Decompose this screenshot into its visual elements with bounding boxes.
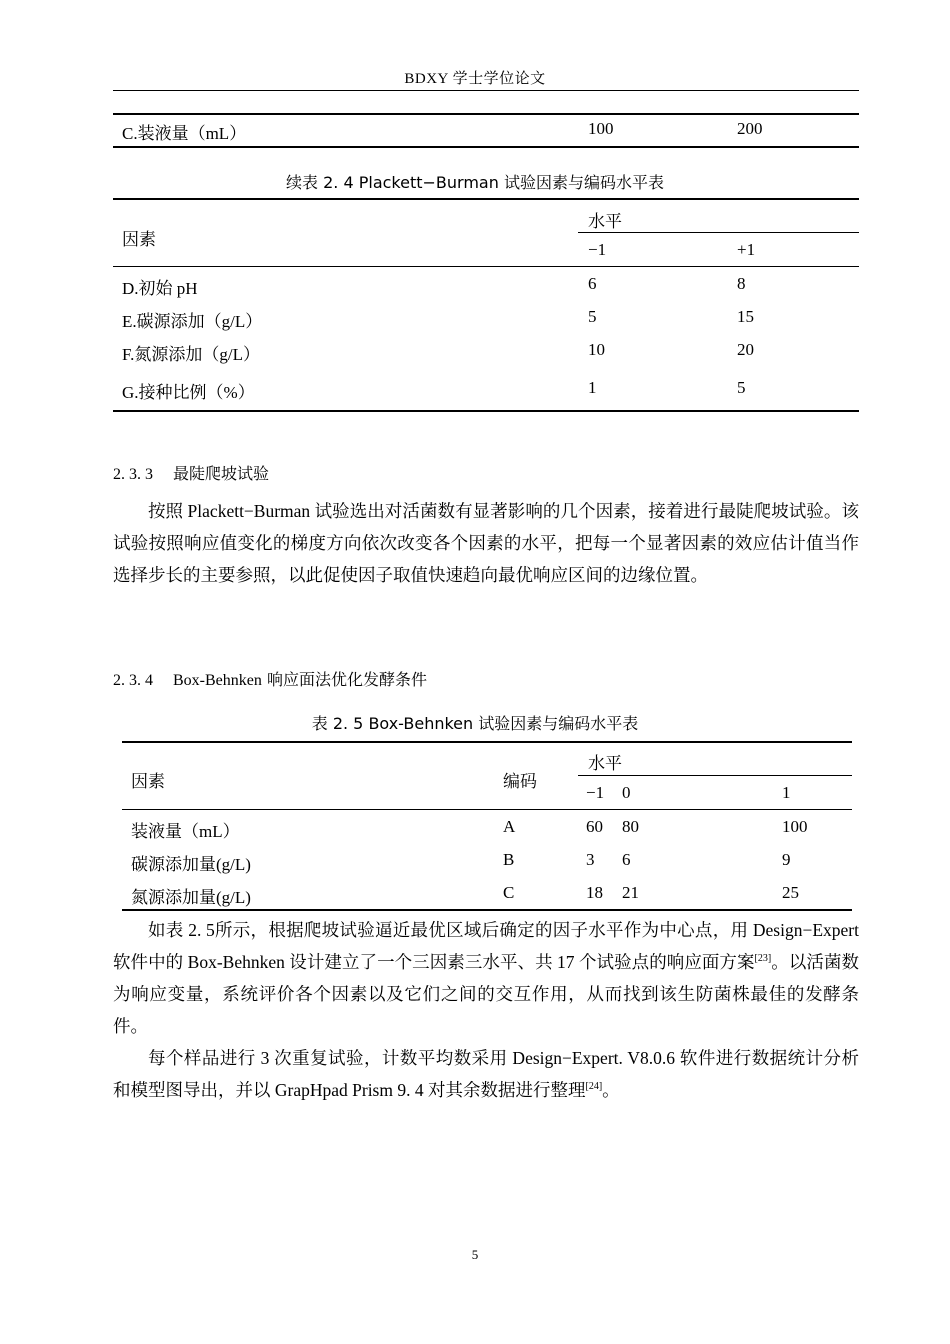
table24-prev-bottom-rule — [113, 146, 859, 148]
paragraph-statistics — [113, 1042, 859, 1106]
table25-col-level: 水平 — [588, 754, 622, 773]
table25-row-minus1: 3 — [586, 850, 595, 869]
table24-row-high: 8 — [737, 274, 746, 293]
table24-row-factor: D.初始 pH — [122, 279, 198, 298]
paragraph-rsm-design — [113, 914, 859, 1042]
table24-row-factor: F.氮源添加（g/L） — [122, 345, 260, 364]
table25-row-factor: 碳源添加量(g/L) — [131, 855, 251, 874]
paragraph-text: 。 — [602, 1080, 620, 1100]
table24-row-low: 6 — [588, 274, 597, 293]
paragraph-text: 每个样品进行 3 次重复试验，计数平均数采用 Design−Expert. V8.0.6 软件进行数据统计分析和模型图导出，并以 GrapHpad Prism 9. 4 对其余数据进行整理 — [113, 1048, 859, 1100]
table24-col-level: 水平 — [588, 212, 622, 231]
table25-row-code: A — [503, 817, 516, 836]
table25-col-plus1: 1 — [782, 783, 791, 802]
table24-row-factor: G.接种比例（%） — [122, 383, 255, 402]
table24-col-factor: 因素 — [122, 230, 156, 249]
table24-row-high: 20 — [737, 340, 754, 359]
paragraph-text: 。以活菌数为响应变量，系统评价各个因素以及它们之间的交互作用，从而找到该生防菌株最佳的发酵条件。 — [113, 952, 859, 1036]
table24-row-factor: E.碳源添加（g/L） — [122, 312, 263, 331]
section-title: 最陡爬坡试验 — [173, 464, 270, 483]
section-233-heading — [113, 461, 269, 484]
table25-row-plus1: 100 — [782, 817, 808, 836]
section-234-heading — [113, 667, 427, 690]
page-header-title: BDXY 学士学位论文 — [404, 71, 546, 87]
table25-caption: 表 2. 5 Box-Behnken 试验因素与编码水平表 — [311, 714, 639, 733]
table24-header-bottom-rule — [113, 266, 859, 267]
table25-row-plus1: 25 — [782, 883, 799, 902]
table24-row-low: 1 — [588, 378, 597, 397]
table24-col-low: −1 — [588, 240, 607, 259]
table25-header-bottom-rule — [122, 809, 852, 810]
table25-row-zero: 80 — [622, 817, 639, 836]
table25-col-factor: 因素 — [131, 772, 165, 791]
citation-ref: [23] — [754, 953, 772, 965]
table24-row-low: 10 — [588, 340, 605, 359]
table25-row-zero: 21 — [622, 883, 639, 902]
paragraph-text: 如表 2. 5所示，根据爬坡试验逼近最优区域后确定的因子水平作为中心点，用 Design−Expert 软件中的 Box-Behnken 设计建立了一个三因素三水平、共 17 个试验点的响应面方案 — [113, 920, 859, 972]
table25-top-rule — [122, 741, 852, 743]
table24-prev-factor: C.装液量（mL） — [122, 124, 247, 143]
table25-row-factor: 氮源添加量(g/L) — [131, 888, 251, 907]
table24-header-top-rule — [113, 198, 859, 200]
table25-row-factor: 装液量（mL） — [131, 822, 240, 841]
table25-row-code: B — [503, 850, 515, 869]
table24-level-rule — [578, 232, 859, 233]
table24-row-low: 5 — [588, 307, 597, 326]
table25-bottom-rule — [122, 909, 852, 911]
table25-row-code: C — [503, 883, 515, 902]
section-233-paragraph: 按照 Plackett−Burman 试验选出对活菌数有显著影响的几个因素，接着进行最陡爬坡试验。该试验按照响应值变化的梯度方向依次改变各个因素的水平，把每一个显著因素的效应估计值当作选择步长的主要参照，以此促使因子取值快速趋向最优响应区间的边缘位置。 — [113, 501, 859, 585]
table25-col-code: 编码 — [503, 772, 537, 791]
table24-top-rule — [113, 113, 859, 115]
table25-col-minus1: −1 — [586, 783, 605, 802]
table24-bottom-rule — [113, 410, 859, 412]
table24-caption: 续表 2. 4 Plackett−Burman 试验因素与编码水平表 — [286, 173, 664, 192]
table24-col-high: +1 — [737, 240, 756, 259]
table25-row-minus1: 18 — [586, 883, 603, 902]
section-number: 2. 3. 4 — [113, 672, 153, 689]
table25-row-plus1: 9 — [782, 850, 791, 869]
table24-row-high: 15 — [737, 307, 754, 326]
table24-row-high: 5 — [737, 378, 746, 397]
citation-ref: [24] — [585, 1081, 603, 1093]
section-number: 2. 3. 3 — [113, 466, 153, 483]
table24-prev-low: 100 — [588, 119, 614, 138]
header-rule — [113, 90, 859, 91]
table25-col-zero: 0 — [622, 783, 631, 802]
page-number: 5 — [471, 1247, 479, 1262]
table24-prev-high: 200 — [737, 119, 763, 138]
section-title: 响应面法优化发酵条件 — [266, 670, 427, 689]
table25-row-minus1: 60 — [586, 817, 603, 836]
section-title-latin: Box-Behnken — [173, 672, 262, 689]
table25-row-zero: 6 — [622, 850, 631, 869]
table25-level-rule — [578, 775, 852, 776]
